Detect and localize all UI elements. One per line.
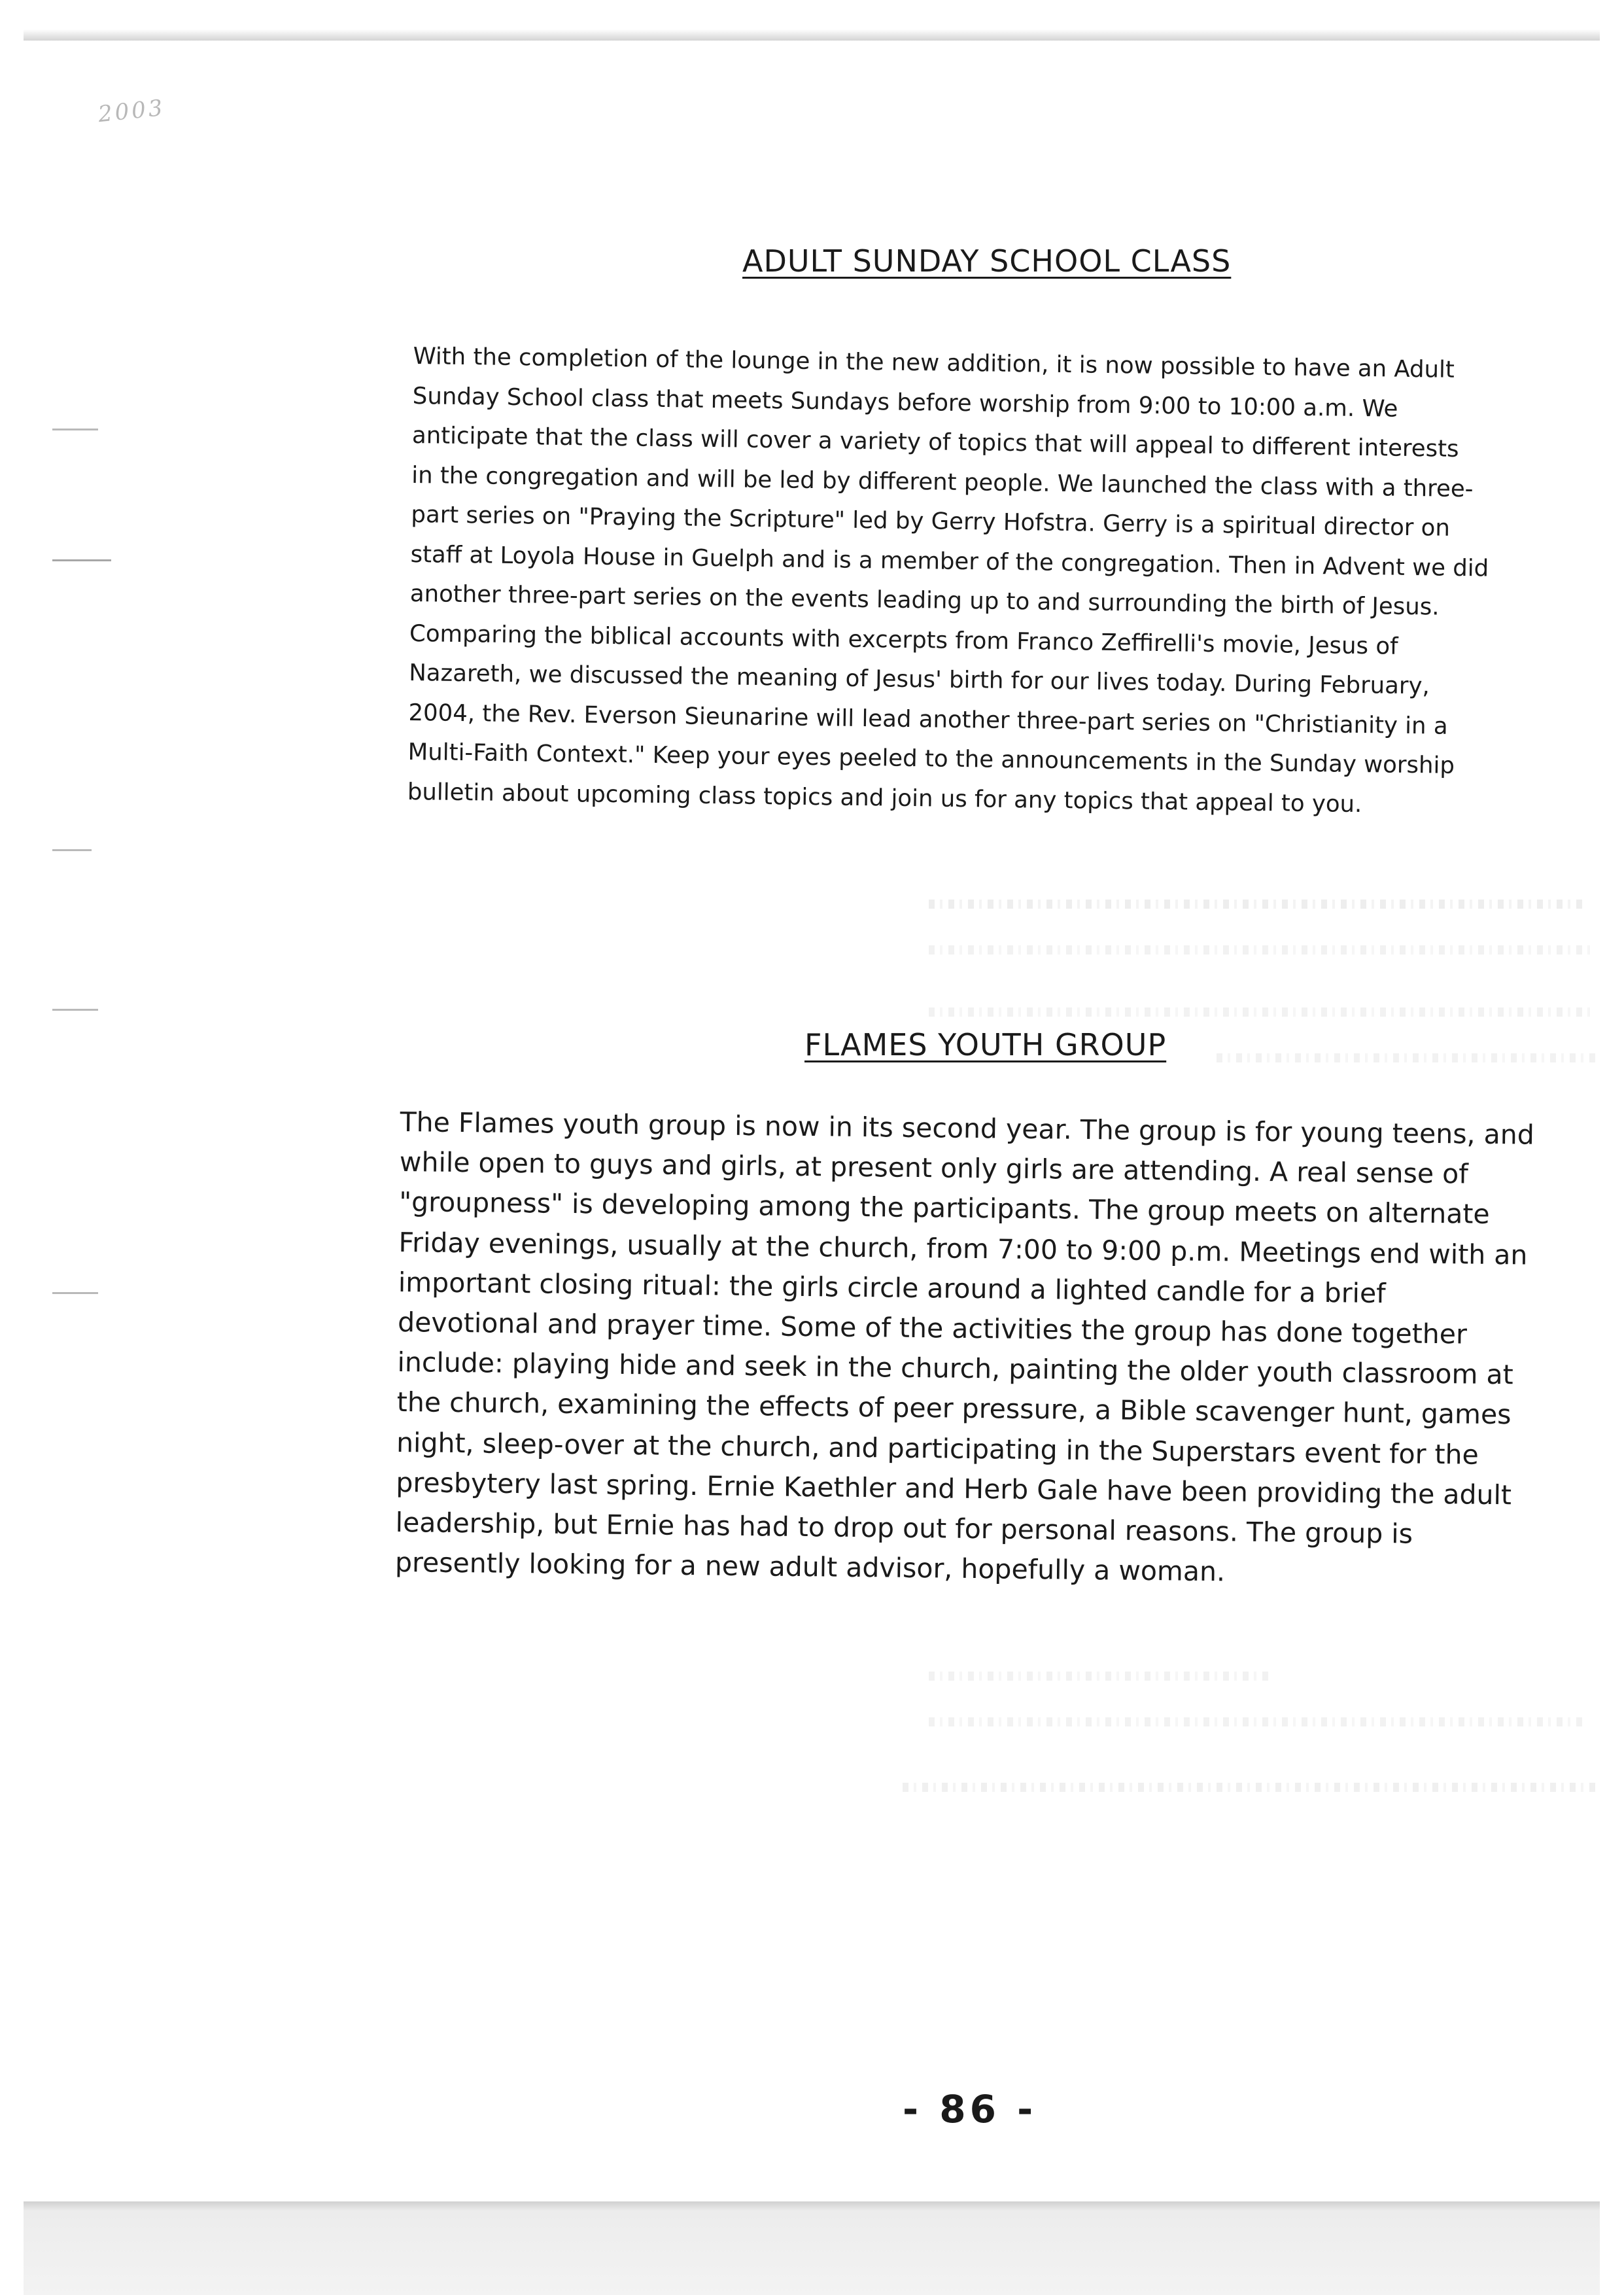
margin-mark xyxy=(52,1009,98,1011)
body-line: The Flames youth group is now in its second year. The group is for young teens, and xyxy=(400,1106,1535,1151)
section-heading: ADULT SUNDAY SCHOOL CLASS xyxy=(742,243,1232,279)
margin-mark xyxy=(52,849,92,851)
body-line: Multi-Faith Context." Keep your eyes peeled to the announcements in the Sunday worship xyxy=(407,738,1455,779)
body-line: bulletin about upcoming class topics and join us for any topics that appeal to you. xyxy=(407,778,1362,818)
handwritten-year-note: 2003 xyxy=(97,94,167,128)
page-number: - 86 - xyxy=(903,2087,1037,2131)
bleed-through-mark xyxy=(929,900,1583,909)
body-line: Friday evenings, usually at the church, from 7:00 to 9:00 p.m. Meetings end with an xyxy=(398,1226,1528,1271)
body-line: part series on "Praying the Scripture" led by Gerry Hofstra. Gerry is a spiritual director on xyxy=(411,500,1451,542)
bleed-through-mark xyxy=(903,1783,1596,1792)
scan-edge-bottom xyxy=(24,2201,1600,2295)
body-line: presently looking for a new adult advisor, hopefully a woman. xyxy=(394,1547,1226,1588)
body-line: devotional and prayer time. Some of the activities the group has done together xyxy=(397,1306,1468,1350)
body-line: presbytery last spring. Ernie Kaethler and Herb Gale have been providing the adult xyxy=(396,1466,1512,1511)
margin-mark xyxy=(52,429,98,430)
bleed-through-mark xyxy=(929,1672,1269,1681)
body-line: With the completion of the lounge in the new addition, it is now possible to have an Adult xyxy=(413,342,1455,383)
bleed-through-mark xyxy=(1217,1053,1596,1062)
body-line: in the congregation and will be led by different people. We launched the class with a three- xyxy=(411,461,1474,502)
section-heading: FLAMES YOUTH GROUP xyxy=(804,1027,1167,1062)
body-line: leadership, but Ernie has had to drop out for personal reasons. The group is xyxy=(395,1506,1413,1550)
body-line: while open to guys and girls, at present only girls are attending. A real sense of xyxy=(399,1146,1468,1190)
body-line: important closing ritual: the girls circle around a lighted candle for a brief xyxy=(398,1266,1386,1309)
body-line: Comparing the biblical accounts with excerpts from Franco Zeffirelli's movie, Jesus of xyxy=(409,620,1398,660)
body-line: the church, examining the effects of peer pressure, a Bible scavenger hunt, games xyxy=(396,1386,1512,1431)
section-body xyxy=(395,1102,1534,1596)
body-line: Sunday School class that meets Sundays before worship from 9:00 to 10:00 a.m. We xyxy=(412,382,1398,423)
body-line: 2004, the Rev. Everson Sieunarine will lead another three-part series on "Christianity in a xyxy=(408,699,1448,740)
body-line: night, sleep-over at the church, and participating in the Superstars event for the xyxy=(396,1426,1479,1471)
body-line: another three-part series on the events leading up to and surrounding the birth of Jesus. xyxy=(409,580,1440,621)
body-line: anticipate that the class will cover a variety of topics that will appeal to different interests xyxy=(411,421,1459,463)
body-line: Nazareth, we discussed the meaning of Jesus' birth for our lives today. During February, xyxy=(409,659,1430,700)
bleed-through-mark xyxy=(929,1007,1596,1017)
bleed-through-mark xyxy=(929,1717,1583,1726)
body-line: staff at Loyola House in Guelph and is a member of the congregation. Then in Advent we did xyxy=(410,540,1489,582)
body-line: include: playing hide and seek in the church, painting the older youth classroom at xyxy=(397,1346,1513,1391)
body-line: "groupness" is developing among the participants. The group meets on alternate xyxy=(398,1186,1490,1231)
margin-mark xyxy=(52,559,111,561)
margin-mark xyxy=(52,1292,98,1294)
section-body xyxy=(407,337,1491,826)
bleed-through-mark xyxy=(929,945,1596,955)
